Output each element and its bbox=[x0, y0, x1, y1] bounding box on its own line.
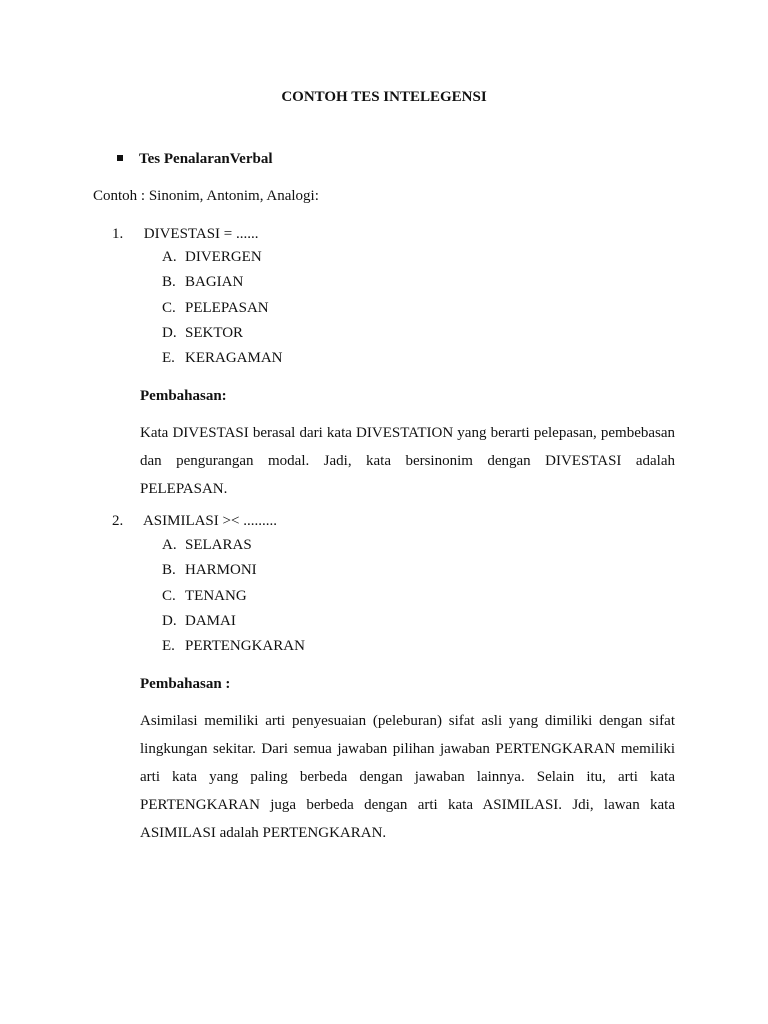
question-number: 2. bbox=[112, 513, 124, 529]
question-1 bbox=[112, 226, 692, 243]
option-item bbox=[162, 609, 305, 634]
discussion-label: Pembahasan: bbox=[140, 388, 227, 404]
option-text: BAGIAN bbox=[185, 274, 244, 291]
question-1-options bbox=[162, 245, 283, 371]
option-item bbox=[162, 584, 305, 609]
option-text: SELARAS bbox=[185, 537, 252, 553]
option-text: DAMAI bbox=[185, 612, 236, 629]
option-item bbox=[162, 245, 283, 270]
option-letter: D. bbox=[162, 324, 177, 341]
discussion-text: Asimilasi memiliki arti penyesuaian (peleburan) sifat asli yang dimiliki dengan sifat lingkungan sekitar. Dari semua jawaban pilihan jawaban PERTENGKARAN memiliki arti kata yang paling berbeda dengan jawaban lainnya. Selain itu, arti kata PERTENGKARAN juga berbeda dengan arti kata ASIMILASI. Jdi, lawan kata ASIMILASI adalah PERTENGKARAN. bbox=[140, 713, 675, 841]
option-letter: E. bbox=[162, 638, 175, 655]
question-2-options bbox=[162, 533, 305, 659]
option-item bbox=[162, 558, 305, 583]
discussion-text: Kata DIVESTASI berasal dari kata DIVESTATION yang berarti pelepasan, pembebasan dan pengurangan modal. Jadi, kata bersinonim dengan DIVESTASI adalah PELEPASAN. bbox=[140, 425, 675, 497]
option-letter: C. bbox=[162, 587, 176, 604]
option-letter: B. bbox=[162, 562, 176, 579]
option-letter: B. bbox=[162, 274, 176, 291]
square-bullet-icon bbox=[117, 155, 123, 161]
option-text: KERAGAMAN bbox=[185, 350, 283, 367]
option-item bbox=[162, 634, 305, 659]
option-text: TENANG bbox=[185, 587, 247, 604]
option-text: SEKTOR bbox=[185, 324, 244, 341]
option-item bbox=[162, 270, 283, 295]
question-number: 1. bbox=[112, 226, 124, 242]
option-item bbox=[162, 296, 283, 321]
option-letter: E. bbox=[162, 350, 175, 367]
intro-text: Contoh : Sinonim, Antonim, Analogi: bbox=[93, 188, 319, 204]
option-item bbox=[162, 533, 305, 558]
section-heading-text: Tes PenalaranVerbal bbox=[139, 151, 273, 167]
question-prompt: ASIMILASI >< ......... bbox=[142, 513, 277, 529]
option-letter: A. bbox=[162, 249, 177, 265]
discussion-label: Pembahasan : bbox=[140, 676, 231, 692]
question-prompt: DIVESTASI = ...... bbox=[143, 226, 259, 242]
document-title: CONTOH TES INTELEGENSI bbox=[281, 89, 487, 105]
option-text: PERTENGKARAN bbox=[185, 638, 305, 655]
option-text: HARMONI bbox=[185, 562, 257, 579]
section-heading bbox=[117, 151, 272, 168]
question-2 bbox=[112, 513, 692, 530]
option-letter: C. bbox=[162, 299, 176, 316]
option-text: PELEPASAN bbox=[185, 299, 269, 316]
option-letter: D. bbox=[162, 612, 177, 629]
option-item bbox=[162, 321, 283, 346]
option-letter: A. bbox=[162, 537, 177, 553]
option-item bbox=[162, 346, 283, 371]
option-text: DIVERGEN bbox=[185, 249, 262, 265]
